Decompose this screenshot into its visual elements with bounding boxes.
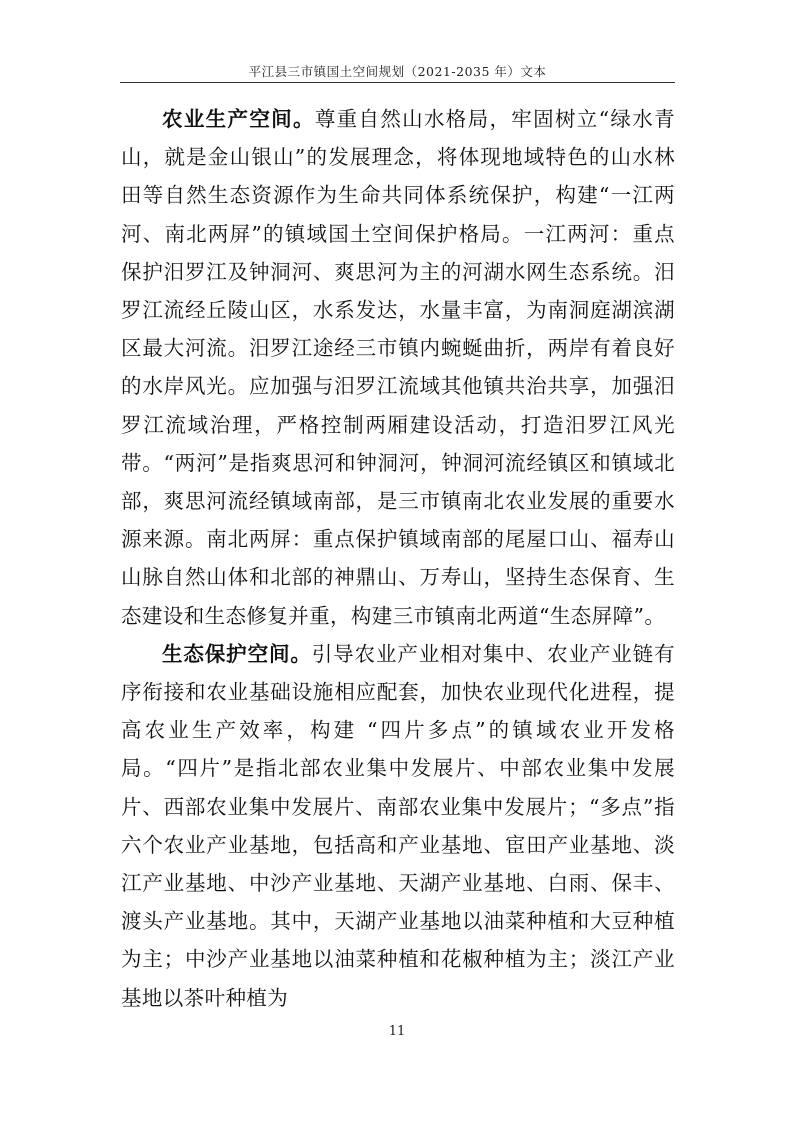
paragraph-agricultural-production <box>121 100 675 635</box>
paragraph-heading: 农业生产空间。 <box>162 107 315 131</box>
running-header: 平江县三市镇国土空间规划（2021-2035 年）文本 <box>248 64 547 79</box>
paragraph-text: 尊重自然山水格局，牢固树立“绿水青山，就是金山银山”的发展理念，将体现地域特色的山水林田等自然生态资源作为生命共同体系统保护，构建“一江两河、南北两屏”的镇域国土空间保护格局。一江两河：重点保护汨罗江及钟洞河、爽思河为主的河湖水网生态系统。汨罗江流经丘陵山区，水系发达，水量丰富，为南洞庭湖滨湖区最大河流。汨罗江途经三市镇内蜿蜒曲折，两岸有着良好的水岸风光。应加强与汨罗江流域其他镇共治共享，加强汨罗江流域治理，严格控制两厢建设活动，打造汨罗江风光带。“两河”是指爽思河和钟洞河，钟洞河流经镇区和镇域北部，爽思河流经镇域南部，是三市镇南北农业发展的重要水源来源。南北两屏：重点保护镇域南部的尾屋口山、福寿山山脉自然山体和北部的神鼎山、万寿山，坚持生态保育、生态建设和生态修复并重，构建三市镇南北两道“生态屏障”。 <box>121 107 675 628</box>
paragraph-text: 引导农业产业相对集中、农业产业链有序衔接和农业基础设施相应配套，加快农业现代化进程，提高农业生产效率，构建 “四片多点”的镇域农业开发格局。“四片”是指北部农业集中发展片、中部农业集中发展片、西部农业集中发展片、南部农业集中发展片；“多点”指六个农业产业基地，包括高和产业基地、宦田产业基地、淡江产业基地、中沙产业基地、天湖产业基地、白雨、保丰、渡头产业基地。其中，天湖产业基地以油菜种植和大豆种植为主；中沙产业基地以油菜种植和花椒种植为主；淡江产业基地以茶叶种植为 <box>121 641 675 1010</box>
paragraph-heading: 生态保护空间。 <box>162 641 312 666</box>
document-body <box>121 100 675 1017</box>
paragraph-ecological-protection <box>121 635 675 1017</box>
page-number: 11 <box>388 1024 406 1039</box>
header-divider <box>120 82 675 83</box>
